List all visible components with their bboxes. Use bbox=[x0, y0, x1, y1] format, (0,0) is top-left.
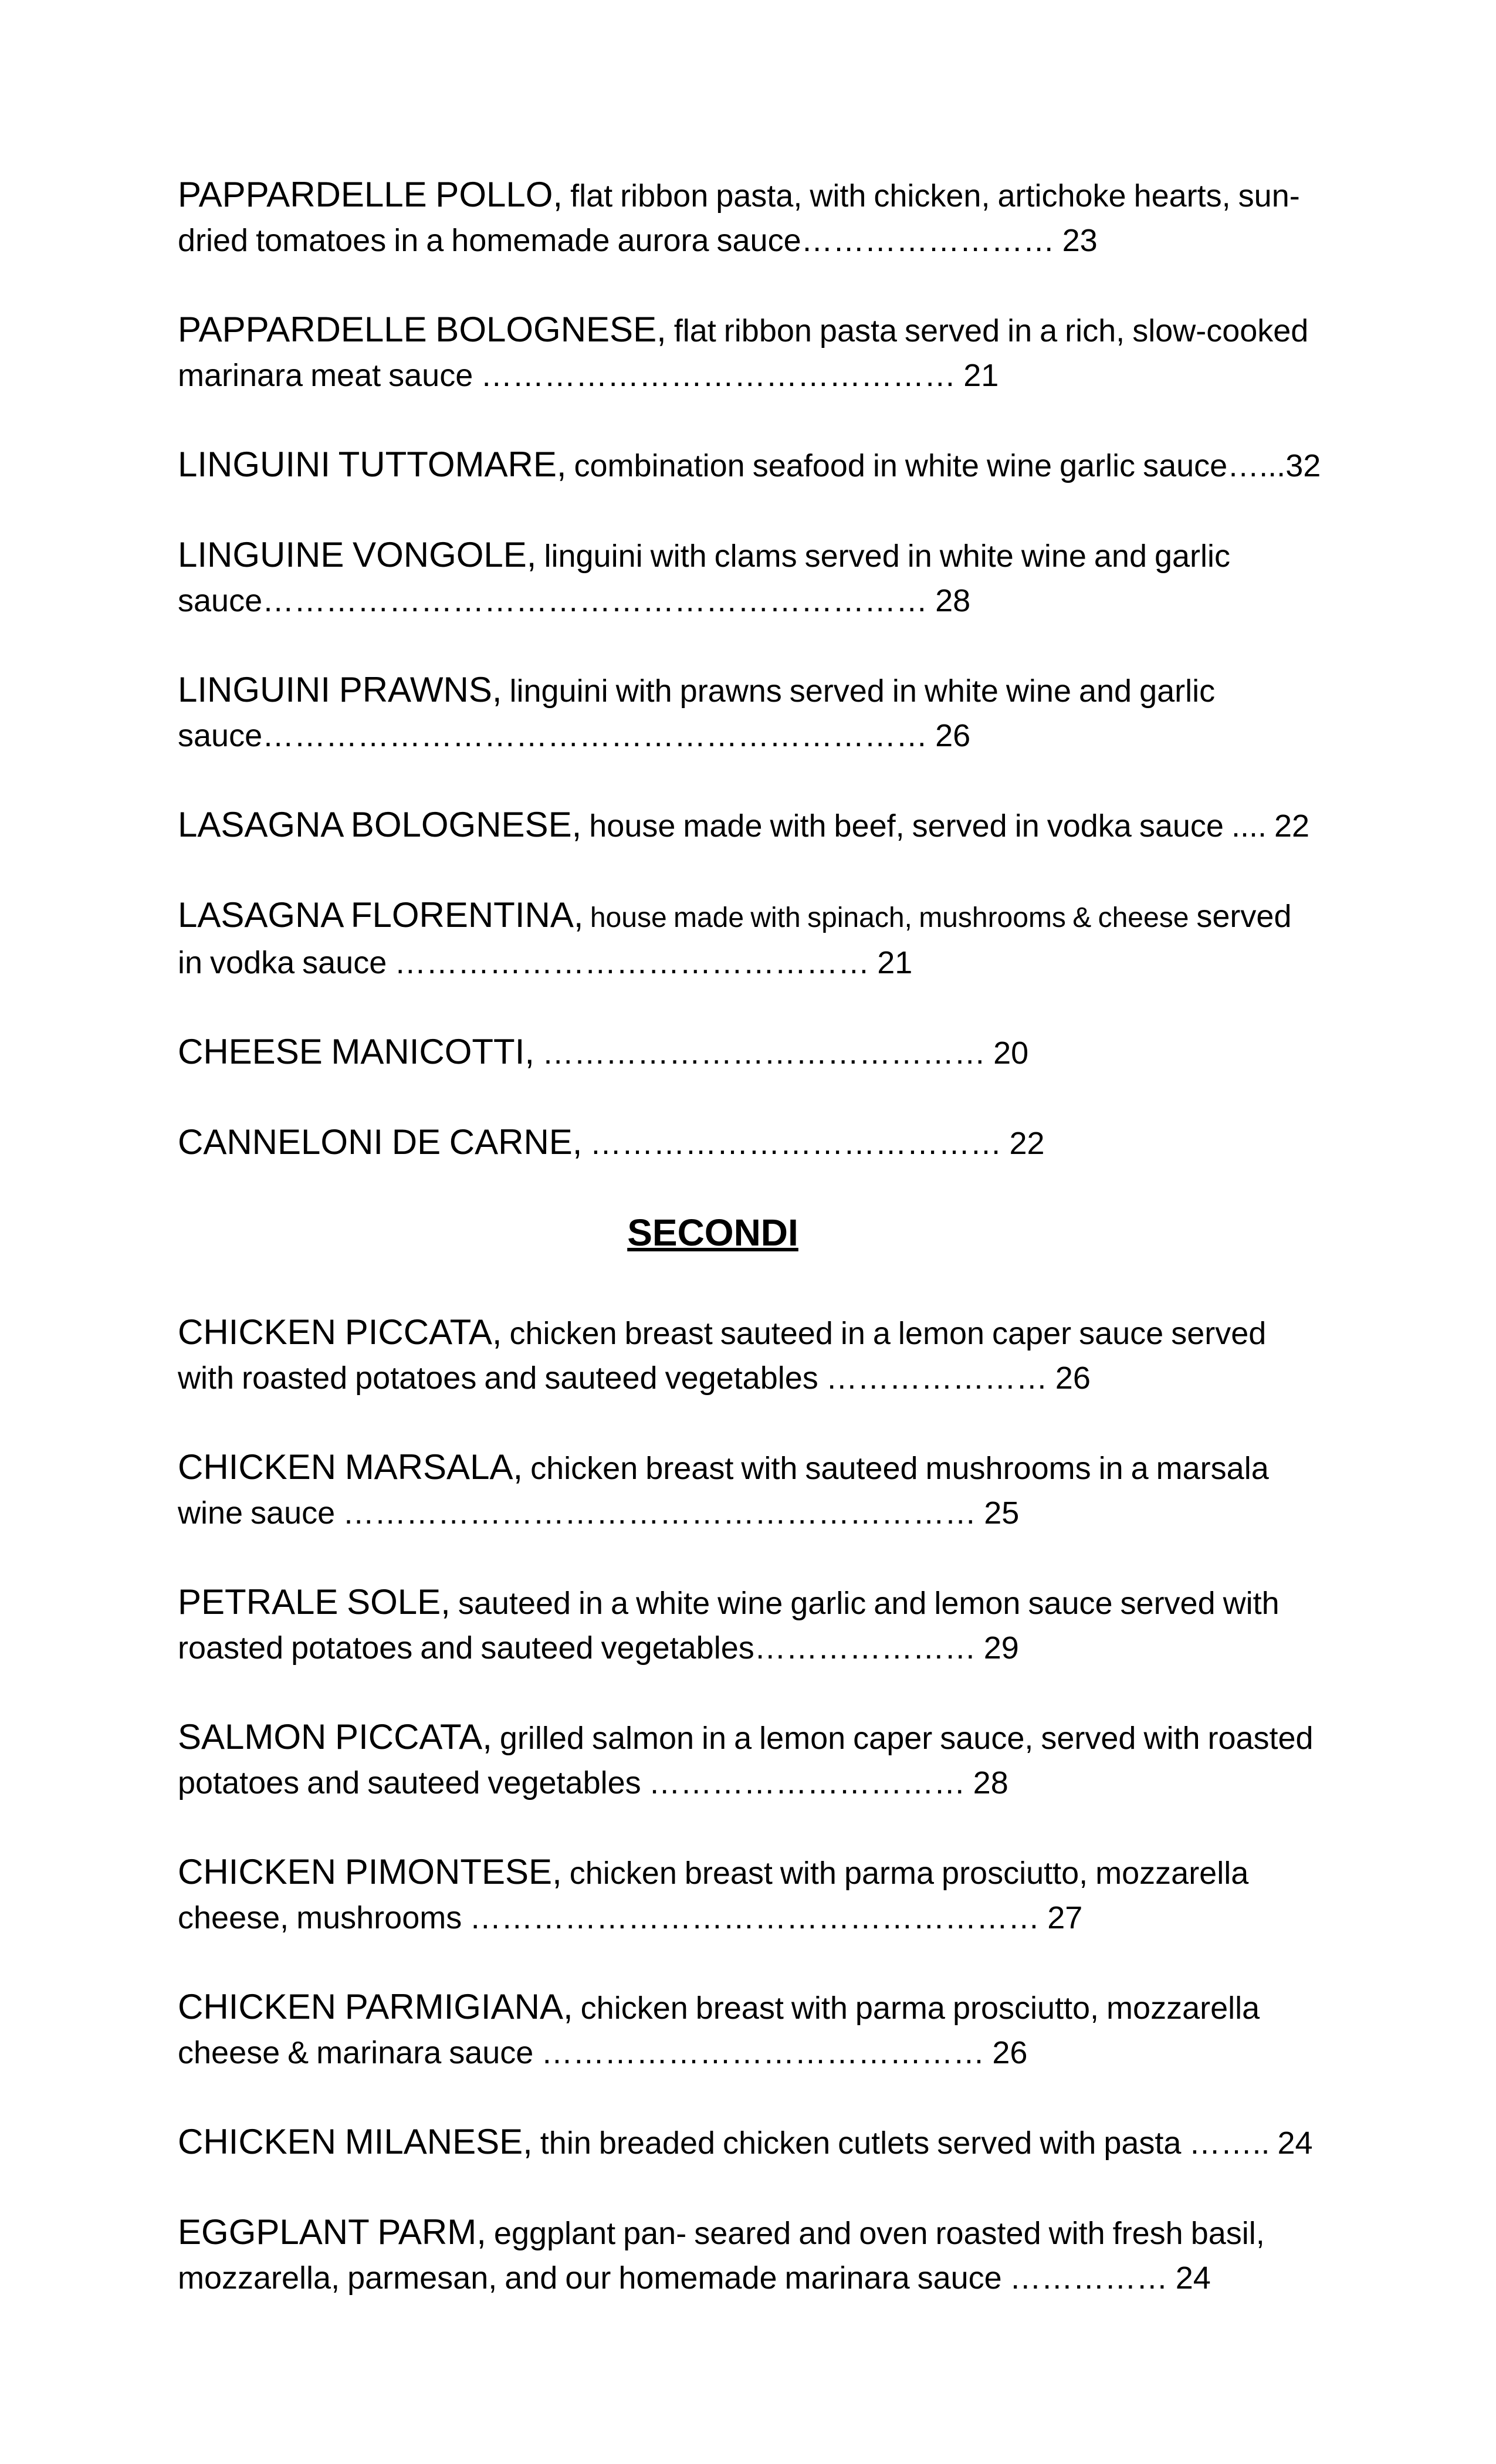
dish-description-2: served in vodka sauce bbox=[178, 899, 1292, 980]
dish-name: LINGUINI TUTTOMARE, bbox=[178, 445, 567, 484]
dish-description: chicken breast with sauteed mushrooms in a marsala wine sauce bbox=[178, 1451, 1269, 1531]
dish-name: CANNELONI DE CARNE, bbox=[178, 1122, 583, 1162]
dish-price: 29 bbox=[983, 1630, 1019, 1666]
dot-leader: ………………………………… bbox=[582, 1126, 1010, 1161]
dish-name: CHICKEN PIMONTESE, bbox=[178, 1852, 562, 1891]
dish-price: 28 bbox=[973, 1765, 1008, 1800]
dish-name: CHICKEN MARSALA, bbox=[178, 1447, 523, 1487]
dish-description: chicken breast sauteed in a lemon caper sauce served with roasted potatoes and sauteed vegetables bbox=[178, 1316, 1267, 1396]
dot-leader: ………………… bbox=[818, 1360, 1055, 1396]
dot-leader: ………………… bbox=[754, 1630, 984, 1666]
dish-price: 27 bbox=[1047, 1900, 1083, 1935]
dish-description: chicken breast with parma prosciutto, mozzarella cheese, mushrooms bbox=[178, 1856, 1249, 1935]
dish-name: SALMON PICCATA, bbox=[178, 1717, 492, 1756]
dish-name: LINGUINI PRAWNS, bbox=[178, 670, 502, 709]
dish-price: 24 bbox=[1277, 2125, 1313, 2161]
dot-leader: …………………… bbox=[801, 223, 1062, 258]
dot-leader: ……………………………………………………… bbox=[262, 583, 936, 618]
menu-item bbox=[178, 172, 1322, 263]
dish-name: CHICKEN MILANESE, bbox=[178, 2122, 533, 2161]
dish-price: 21 bbox=[963, 358, 999, 393]
dish-description: eggplant pan- seared and oven roasted with fresh basil, mozzarella, parmesan, and our homemade marinara sauce bbox=[178, 2216, 1265, 2296]
menu-item bbox=[178, 668, 1322, 758]
dish-price: 26 bbox=[1055, 1360, 1091, 1396]
menu-item bbox=[178, 442, 1322, 488]
menu-item bbox=[178, 1580, 1322, 1670]
dot-leader: .... bbox=[1223, 808, 1274, 844]
dish-name: LASAGNA BOLOGNESE, bbox=[178, 805, 582, 844]
dish-description: chicken breast with parma prosciutto, mozzarella cheese & marinara sauce bbox=[178, 1991, 1260, 2070]
dish-price: 22 bbox=[1009, 1126, 1045, 1161]
dish-price: 21 bbox=[877, 945, 913, 980]
menu-page bbox=[178, 172, 1322, 2345]
menu-item bbox=[178, 1310, 1322, 1400]
dish-price: 22 bbox=[1274, 808, 1310, 844]
menu-item bbox=[178, 2120, 1322, 2165]
dish-name: CHEESE MANICOTTI, bbox=[178, 1032, 535, 1071]
menu-item bbox=[178, 1715, 1322, 1805]
dish-name: LINGUINE VONGOLE, bbox=[178, 535, 537, 574]
dish-description: sauteed in a white wine garlic and lemon sauce served with roasted potatoes and sauteed vegetables bbox=[178, 1586, 1280, 1666]
menu-item bbox=[178, 803, 1322, 848]
dish-description: combination seafood in white wine garlic sauce bbox=[566, 448, 1228, 483]
dot-leader: …………………………………… bbox=[533, 2035, 993, 2070]
dish-price: 23 bbox=[1062, 223, 1098, 258]
dot-leader: …………………………………… bbox=[534, 1035, 994, 1071]
dot-leader: …….. bbox=[1181, 2125, 1278, 2161]
dot-leader: ……………………………………………………… bbox=[262, 718, 936, 753]
dot-leader: ………………………… bbox=[641, 1765, 973, 1800]
menu-item bbox=[178, 533, 1322, 623]
dish-name: EGGPLANT PARM, bbox=[178, 2212, 486, 2252]
dish-name: CHICKEN PARMIGIANA, bbox=[178, 1987, 573, 2026]
dot-leader: ……………………………………… bbox=[473, 358, 964, 393]
dish-name: PAPPARDELLE BOLOGNESE, bbox=[178, 310, 666, 349]
menu-item bbox=[178, 1850, 1322, 1940]
dot-leader: …... bbox=[1227, 448, 1286, 483]
dish-description: house made with beef, served in vodka sauce bbox=[581, 808, 1224, 844]
dot-leader: ……………………………………………… bbox=[462, 1900, 1048, 1935]
menu-item bbox=[178, 1985, 1322, 2075]
dot-leader: ……………………………………… bbox=[387, 945, 878, 980]
menu-item bbox=[178, 1120, 1322, 1166]
dish-description: linguini with prawns served in white wine and garlic sauce bbox=[178, 673, 1216, 753]
dish-description: thin breaded chicken cutlets served with pasta bbox=[532, 2125, 1182, 2161]
dish-name: PETRALE SOLE, bbox=[178, 1582, 451, 1622]
dish-price: 32 bbox=[1285, 448, 1321, 483]
dish-price: 24 bbox=[1175, 2260, 1211, 2296]
menu-item bbox=[178, 1445, 1322, 1535]
dish-name: PAPPARDELLE POLLO, bbox=[178, 175, 563, 214]
dish-price: 25 bbox=[984, 1495, 1020, 1531]
dish-name: CHICKEN PICCATA, bbox=[178, 1312, 502, 1352]
dot-leader: …………… bbox=[1001, 2260, 1176, 2296]
dish-name: LASAGNA FLORENTINA, bbox=[178, 895, 584, 935]
section-heading: SECONDI bbox=[627, 1211, 798, 1254]
dish-description: house made with spinach, mushrooms & cheese bbox=[583, 902, 1189, 933]
dish-description: flat ribbon pasta, with chicken, artichoke hearts, sun-dried tomatoes in a homemade aurora sauce bbox=[178, 178, 1300, 258]
dish-description: flat ribbon pasta served in a rich, slow-cooked marinara meat sauce bbox=[178, 313, 1309, 393]
menu-item bbox=[178, 307, 1322, 398]
dish-price: 26 bbox=[992, 2035, 1028, 2070]
dish-price: 28 bbox=[935, 583, 971, 618]
menu-item bbox=[178, 2210, 1322, 2300]
menu-item bbox=[178, 1030, 1322, 1075]
dish-description: linguini with clams served in white wine and garlic sauce bbox=[178, 539, 1231, 618]
dish-description: grilled salmon in a lemon caper sauce, served with roasted potatoes and sauteed vegetables bbox=[178, 1721, 1314, 1800]
menu-item bbox=[178, 893, 1322, 985]
dish-price: 26 bbox=[935, 718, 971, 753]
dish-price: 20 bbox=[993, 1035, 1029, 1071]
dot-leader: …………………………………………………… bbox=[335, 1495, 984, 1531]
